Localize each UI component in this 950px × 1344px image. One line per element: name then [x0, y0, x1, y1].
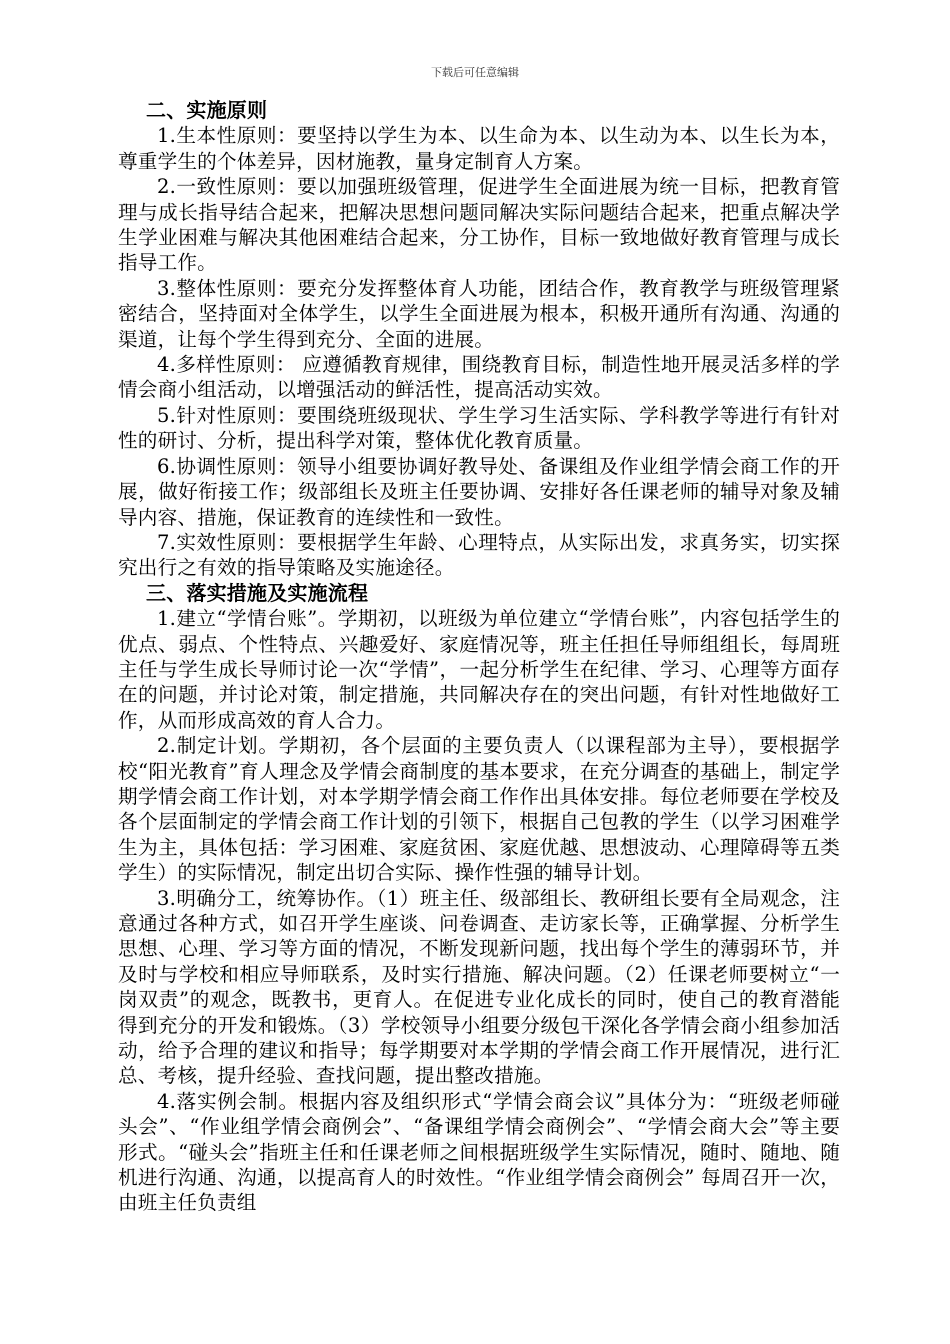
section-title-principles: 二、实施原则: [146, 98, 268, 122]
paragraph: 1.生本性原则：要坚持以学生为本、以生命为本、以生动为本、以生长为本，尊重学生的个体差异，因材施教，量身定制育人方案。: [118, 124, 840, 173]
paragraph: 6.协调性原则：领导小组要协调好教导处、备课组及作业组学情会商工作的开展，做好衔接工作；级部组长及班主任要协调、安排好各任课老师的辅导对象及辅导内容、措施，保证教育的连续性和一致性。: [118, 454, 840, 529]
paragraph: 1.建立“学情台账”。学期初，以班级为单位建立“学情台账”，内容包括学生的优点、弱点、个性特点、兴趣爱好、家庭情况等，班主任担任导师组组长，每周班主任与学生成长导师讨论一次“学情”，一起分析学生在纪律、学习、心理等方面存在的问题，并讨论对策，制定措施，共同解决存在的突出问题，有针对性地做好工作，从而形成高效的育人合力。: [118, 607, 840, 732]
page-header: 下载后可任意编辑: [431, 66, 519, 79]
paragraph: 2.制定计划。学期初，各个层面的主要负责人（以课程部为主导），要根据学校“阳光教育”育人理念及学情会商制度的基本要求，在充分调查的基础上，制定学期学情会商工作计划，对本学期学情会商工作作出具体安排。每位老师要在学校及各个层面制定的学情会商工作计划的引领下，根据自己包教的学生（以学习困难学生为主，具体包括：学习困难、家庭贫困、家庭优越、思想波动、心理障碍等五类学生）的实际情况，制定出切合实际、操作性强的辅导计划。: [118, 734, 840, 885]
paragraph: 2.一致性原则：要以加强班级管理，促进学生全面进展为统一目标，把教育管理与成长指导结合起来，把解决思想问题同解决实际问题结合起来，把重点解决学生学业困难与解决其他困难结合起来，分工协作，目标一致地做好教育管理与成长指导工作。: [118, 175, 840, 275]
paragraph: 5.针对性原则：要围绕班级现状、学生学习生活实际、学科教学等进行有针对性的研讨、分析，提出科学对策，整体优化教育质量。: [118, 403, 840, 453]
paragraph: 4.多样性原则： 应遵循教育规律，围绕教育目标，制造性地开展灵活多样的学情会商小组活动，以增强活动的鲜活性，提高活动实效。: [118, 353, 840, 402]
paragraph: 7.实效性原则：要根据学生年龄、心理特点，从实际出发，求真务实，切实探究出行之有效的指导策略及实施途径。: [118, 530, 840, 580]
paragraph: 3.整体性原则：要充分发挥整体育人功能，团结合作，教育教学与班级管理紧密结合，坚持面对全体学生，以学生全面进展为根本，积极开通所有沟通、沟通的渠道，让每个学生得到充分、全面的进展。: [118, 276, 840, 351]
section-title-measures: 三、落实措施及实施流程: [146, 580, 369, 605]
document-body: [118, 98, 840, 1216]
paragraph: 3.明确分工，统筹协作。（1）班主任、级部组长、教研组长要有全局观念，注意通过各种方式，如召开学生座谈、问卷调查、走访家长等，正确掌握、分析学生思想、心理、学习等方面的情况，不断发现新问题，找出每个学生的薄弱环节，并及时与学校和相应导师联系，及时实行措施、解决问题。（2）任课老师要树立“一岗双责”的观念，既教书，更育人。在促进专业化成长的同时，使自己的教育潜能得到充分的开发和锻炼。（3）学校领导小组要分级包干深化各学情会商小组参加活动，给予合理的建议和指导；每学期要对本学期的学情会商工作开展情况，进行汇总、考核，提升经验、查找问题，提出整改措施。: [118, 886, 840, 1088]
paragraph: 4.落实例会制。根据内容及组织形式“学情会商会议”具体分为：“班级老师碰头会”、“作业组学情会商例会”、“备课组学情会商例会”、“学情会商大会”等主要形式。“碰头会”指班主任和任课老师之间根据班级学生实际情况，随时、随地、随机进行沟通、沟通，以提高育人的时效性。“作业组学情会商例会” 每周召开一次，由班主任负责组: [118, 1089, 840, 1215]
